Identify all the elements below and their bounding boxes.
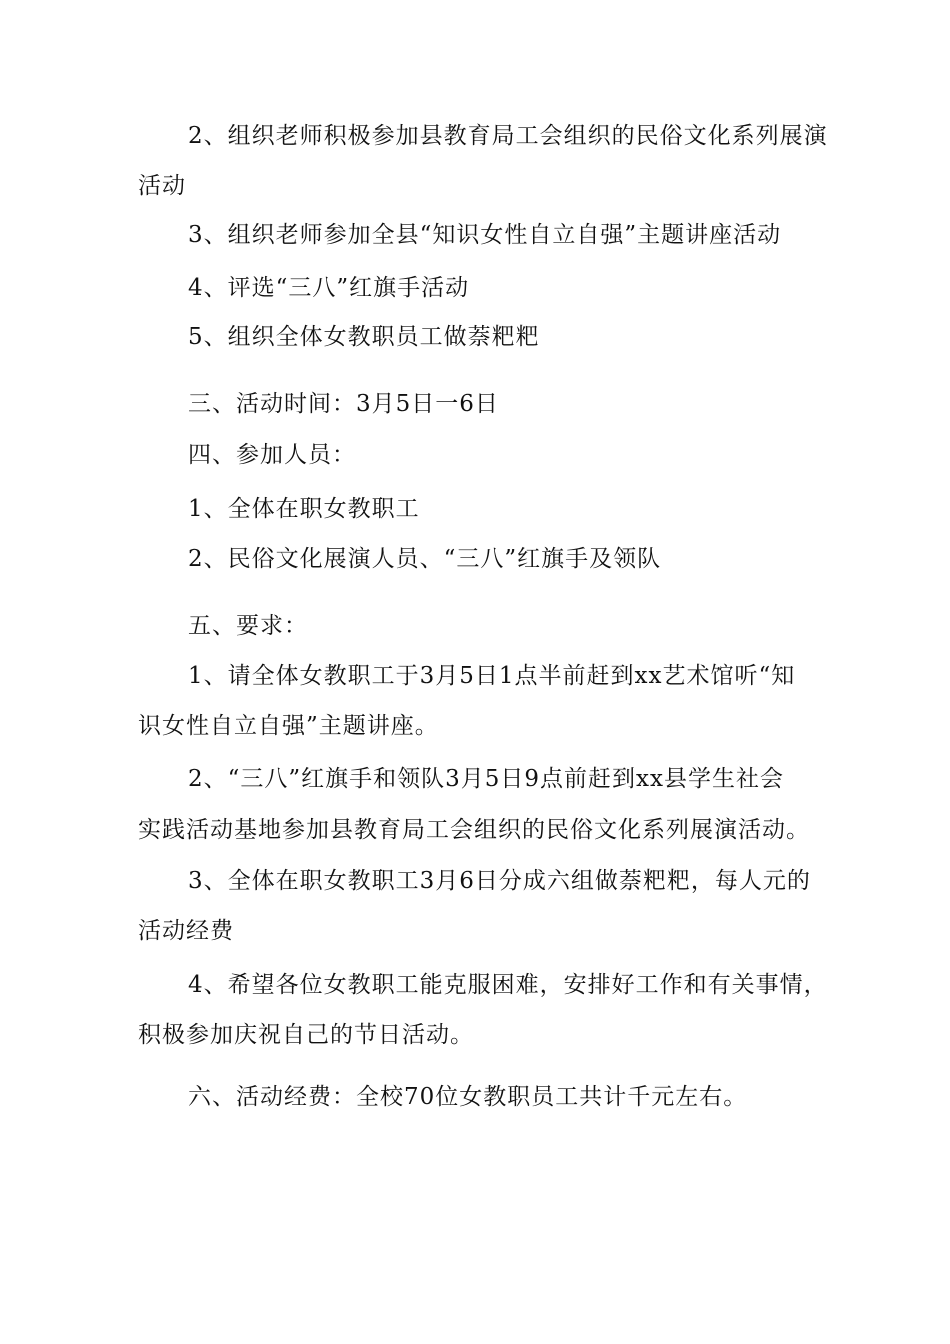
requirement-3-line-1: 3、全体在职女教职工3月6日分成六组做萘粑粑，每人元的 bbox=[188, 868, 811, 894]
participants-item-2: 2、民俗文化展演人员、“三八”红旗手及领队 bbox=[188, 546, 662, 572]
list-item-2-line-2: 活动 bbox=[138, 173, 186, 199]
requirement-1-line-1: 1、请全体女教职工于3月5日1点半前赶到xx艺术馆听“知 bbox=[188, 663, 796, 689]
section-heading-participants: 四、参加人员： bbox=[188, 442, 356, 468]
requirement-4-line-1: 4、希望各位女教职工能克服困难，安排好工作和有关事情， bbox=[188, 972, 828, 998]
section-heading-activity-budget: 六、活动经费：全校70位女教职员工共计千元左右。 bbox=[188, 1084, 748, 1110]
section-heading-activity-time: 三、活动时间：3月5日一6日 bbox=[188, 391, 499, 417]
list-item-4: 4、评选“三八”红旗手活动 bbox=[188, 275, 470, 301]
participants-item-1: 1、全体在职女教职工 bbox=[188, 496, 420, 522]
list-item-5: 5、组织全体女教职员工做萘粑粑 bbox=[188, 324, 540, 350]
list-item-2-line-1: 2、组织老师积极参加县教育局工会组织的民俗文化系列展演 bbox=[188, 123, 828, 149]
list-item-3: 3、组织老师参加全县“知识女性自立自强”主题讲座活动 bbox=[188, 222, 782, 248]
section-heading-requirements: 五、要求： bbox=[188, 613, 308, 639]
requirement-3-line-2: 活动经费 bbox=[138, 918, 234, 944]
requirement-1-line-2: 识女性自立自强”主题讲座。 bbox=[138, 713, 439, 739]
requirement-2-line-1: 2、“三八”红旗手和领队3月5日9点前赶到xx县学生社会 bbox=[188, 766, 784, 792]
requirement-4-line-2: 积极参加庆祝自己的节日活动。 bbox=[138, 1022, 474, 1048]
requirement-2-line-2: 实践活动基地参加县教育局工会组织的民俗文化系列展演活动。 bbox=[138, 817, 810, 843]
